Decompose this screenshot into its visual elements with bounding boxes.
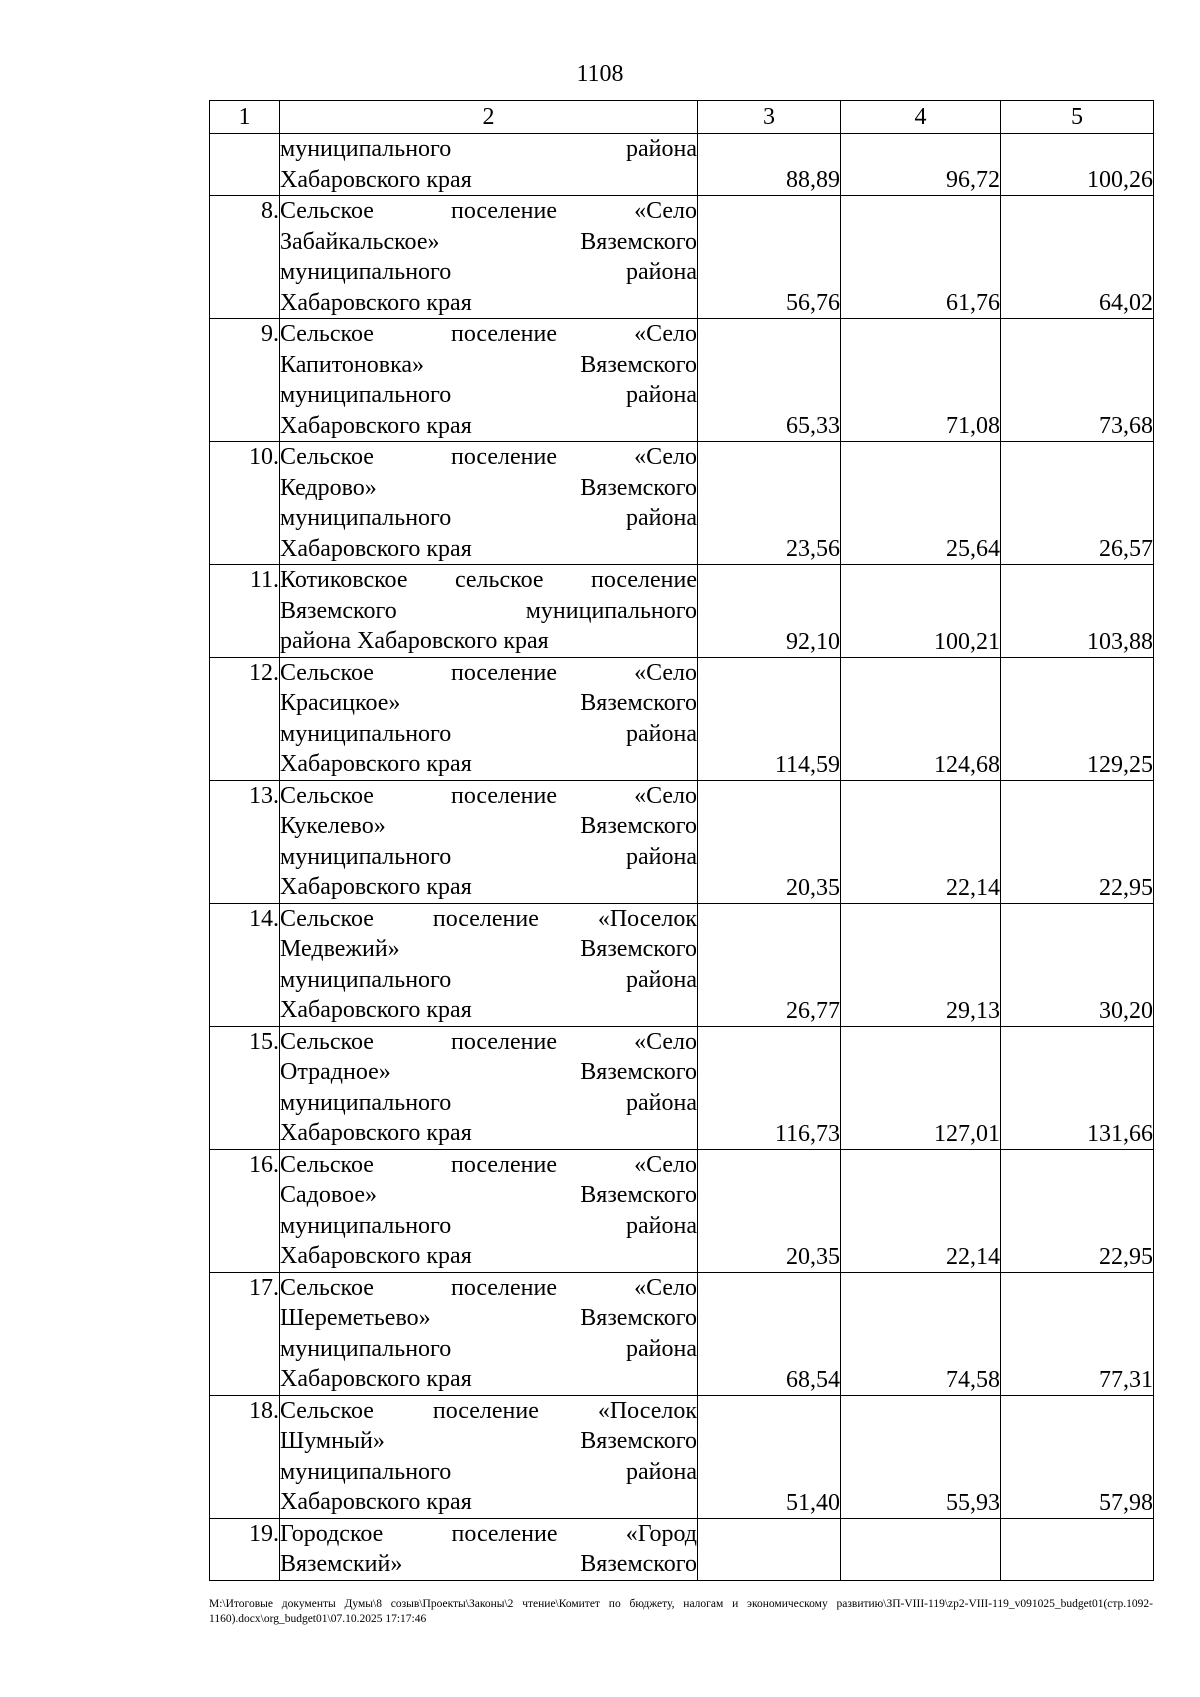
name-word: района bbox=[626, 966, 697, 993]
name-word: «Село bbox=[634, 1274, 697, 1301]
settlement-name-line bbox=[280, 134, 697, 165]
name-word: района bbox=[626, 1089, 697, 1116]
value-col-3: 68,54 bbox=[698, 1272, 841, 1395]
value-col-5: 103,88 bbox=[1001, 565, 1154, 658]
name-word: Хабаровского края bbox=[280, 751, 472, 777]
table-row bbox=[210, 657, 1154, 780]
table-row bbox=[210, 1272, 1154, 1395]
row-number: 10. bbox=[210, 442, 280, 565]
name-word: Сельское bbox=[280, 1151, 374, 1178]
row-number: 13. bbox=[210, 780, 280, 903]
name-word: Вяземского bbox=[580, 1059, 697, 1085]
table-row bbox=[210, 903, 1154, 1026]
settlement-name-line bbox=[280, 1396, 697, 1427]
row-number: 12. bbox=[210, 657, 280, 780]
settlement-name-line bbox=[280, 1273, 697, 1304]
value-col-4: 74,58 bbox=[841, 1272, 1001, 1395]
name-word: муниципального bbox=[280, 136, 452, 162]
row-number: 17. bbox=[210, 1272, 280, 1395]
settlement-name-line bbox=[280, 442, 697, 473]
settlement-name-line bbox=[280, 872, 697, 903]
name-word: Сельское bbox=[280, 659, 374, 686]
settlement-name bbox=[280, 657, 698, 780]
table-row bbox=[210, 196, 1154, 319]
table-row bbox=[210, 1026, 1154, 1149]
name-word: Вяземского bbox=[580, 1428, 697, 1454]
row-number: 15. bbox=[210, 1026, 280, 1149]
settlement-name-line bbox=[280, 1150, 697, 1181]
name-word: Хабаровского края bbox=[280, 412, 472, 439]
name-word: Хабаровского края bbox=[280, 1366, 472, 1392]
row-number: 16. bbox=[210, 1149, 280, 1272]
name-word: Медвежий» bbox=[280, 936, 400, 962]
settlement-name bbox=[280, 1395, 698, 1518]
table-row bbox=[210, 780, 1154, 903]
settlement-name bbox=[280, 1026, 698, 1149]
name-word: Вяземский» bbox=[280, 1551, 403, 1577]
name-word: Хабаровского края bbox=[280, 535, 472, 562]
value-col-4: 22,14 bbox=[841, 780, 1001, 903]
row-number: 18. bbox=[210, 1395, 280, 1518]
name-word: поселение bbox=[432, 1397, 539, 1424]
settlement-name-line bbox=[280, 380, 697, 411]
settlement-name-line bbox=[280, 904, 697, 935]
name-word: поселение bbox=[451, 1520, 558, 1547]
name-word: Сельское bbox=[280, 321, 374, 347]
value-col-3: 56,76 bbox=[698, 196, 841, 319]
settlement-name-line bbox=[280, 565, 697, 596]
name-word: Сельское bbox=[280, 444, 374, 470]
name-word: «Село bbox=[634, 659, 697, 686]
settlement-name-line bbox=[280, 473, 697, 504]
settlement-name-line bbox=[280, 534, 697, 565]
value-col-4: 29,13 bbox=[841, 903, 1001, 1026]
value-col-5: 22,95 bbox=[1001, 780, 1154, 903]
table-row bbox=[210, 1518, 1154, 1580]
row-number: 11. bbox=[210, 565, 280, 658]
table-row bbox=[210, 134, 1154, 196]
name-word: «Село bbox=[634, 198, 697, 224]
name-word: поселение bbox=[450, 321, 557, 347]
value-col-5: 77,31 bbox=[1001, 1272, 1154, 1395]
settlement-name-line bbox=[280, 1457, 697, 1488]
name-word: района bbox=[626, 382, 697, 408]
settlement-name-line bbox=[280, 1426, 697, 1457]
settlement-name-line bbox=[280, 1088, 697, 1119]
name-word: района bbox=[626, 1458, 697, 1485]
table-row bbox=[210, 565, 1154, 658]
name-word: Садовое» bbox=[280, 1182, 377, 1208]
row-number: 19. bbox=[210, 1518, 280, 1580]
row-number: 9. bbox=[210, 319, 280, 442]
name-word: поселение bbox=[590, 567, 697, 593]
settlement-name-line bbox=[280, 1334, 697, 1365]
settlement-name bbox=[280, 1149, 698, 1272]
settlement-name-line bbox=[280, 596, 697, 627]
name-word: поселение bbox=[450, 782, 557, 809]
name-word: Хабаровского края bbox=[280, 289, 472, 316]
name-word: муниципального bbox=[280, 1212, 452, 1239]
value-col-4: 22,14 bbox=[841, 1149, 1001, 1272]
value-col-5: 64,02 bbox=[1001, 196, 1154, 319]
settlement-name-line bbox=[280, 411, 697, 442]
name-word: муниципального bbox=[280, 382, 452, 408]
name-word: Шумный» bbox=[280, 1428, 385, 1454]
name-word: района Хабаровского края bbox=[280, 628, 549, 654]
name-word: поселение bbox=[450, 198, 557, 224]
settlement-name-line bbox=[280, 196, 697, 227]
value-col-3: 88,89 bbox=[698, 134, 841, 196]
name-word: Сельское bbox=[280, 782, 374, 809]
name-word: поселение bbox=[450, 1028, 557, 1055]
settlement-name-line bbox=[280, 811, 697, 842]
settlement-name-line bbox=[280, 1180, 697, 1211]
settlement-name-line bbox=[280, 842, 697, 873]
name-word: муниципального bbox=[280, 1335, 452, 1362]
name-word: поселение bbox=[450, 659, 557, 686]
name-word: района bbox=[626, 843, 697, 870]
budget-table bbox=[209, 100, 1154, 1581]
name-word: Вяземского bbox=[580, 690, 697, 716]
value-col-3 bbox=[698, 1518, 841, 1580]
settlement-name-line bbox=[280, 626, 697, 657]
settlement-name bbox=[280, 780, 698, 903]
value-col-4: 25,64 bbox=[841, 442, 1001, 565]
name-word: Вяземского bbox=[580, 1305, 697, 1331]
settlement-name-line bbox=[280, 350, 697, 381]
settlement-name-line bbox=[280, 719, 697, 750]
table-row bbox=[210, 1149, 1154, 1272]
value-col-4: 61,76 bbox=[841, 196, 1001, 319]
name-word: муниципального bbox=[525, 597, 697, 624]
name-word: «Поселок bbox=[597, 905, 697, 932]
value-col-3: 65,33 bbox=[698, 319, 841, 442]
name-word: Сельское bbox=[280, 1397, 374, 1424]
header-col-5: 5 bbox=[1001, 101, 1154, 134]
name-word: «Поселок bbox=[597, 1397, 697, 1424]
settlement-name-line bbox=[280, 288, 697, 319]
value-col-3: 92,10 bbox=[698, 565, 841, 658]
header-col-3: 3 bbox=[698, 101, 841, 134]
name-word: Сельское bbox=[280, 1274, 374, 1301]
value-col-4: 124,68 bbox=[841, 657, 1001, 780]
value-col-4: 100,21 bbox=[841, 565, 1001, 658]
settlement-name-line bbox=[280, 319, 697, 350]
row-number: 8. bbox=[210, 196, 280, 319]
settlement-name bbox=[280, 903, 698, 1026]
name-word: «Село bbox=[634, 782, 697, 809]
value-col-3: 23,56 bbox=[698, 442, 841, 565]
settlement-name-line bbox=[280, 749, 697, 780]
name-word: Кедрово» bbox=[280, 474, 377, 501]
header-col-4: 4 bbox=[841, 101, 1001, 134]
name-word: Хабаровского края bbox=[280, 1120, 472, 1146]
settlement-name-line bbox=[280, 934, 697, 965]
settlement-name bbox=[280, 196, 698, 319]
name-word: «Село bbox=[634, 444, 697, 470]
name-word: Хабаровского края bbox=[280, 874, 472, 900]
settlement-name bbox=[280, 134, 698, 196]
settlement-name-line bbox=[280, 1211, 697, 1242]
name-word: муниципального bbox=[280, 966, 452, 993]
settlement-name-line bbox=[280, 995, 697, 1026]
table-row bbox=[210, 1395, 1154, 1518]
page-number: 1108 bbox=[576, 61, 624, 87]
table-row bbox=[210, 319, 1154, 442]
settlement-name-line bbox=[280, 965, 697, 996]
settlement-name-line bbox=[280, 1241, 697, 1272]
name-word: Вяземского bbox=[580, 813, 697, 839]
name-word: Вяземского bbox=[580, 1551, 697, 1577]
value-col-5: 22,95 bbox=[1001, 1149, 1154, 1272]
value-col-5: 131,66 bbox=[1001, 1026, 1154, 1149]
name-word: Вяземского bbox=[580, 1182, 697, 1208]
name-word: Вяземского bbox=[580, 474, 697, 501]
settlement-name-line bbox=[280, 1303, 697, 1334]
name-word: района bbox=[626, 136, 697, 162]
value-col-3: 20,35 bbox=[698, 780, 841, 903]
value-col-3: 114,59 bbox=[698, 657, 841, 780]
value-col-3: 20,35 bbox=[698, 1149, 841, 1272]
settlement-name-line bbox=[280, 503, 697, 534]
name-word: Капитоновка» bbox=[280, 351, 425, 378]
value-col-5: 73,68 bbox=[1001, 319, 1154, 442]
name-word: «Село bbox=[634, 1028, 697, 1055]
file-path-footer: M:\Итоговые документы Думы\8 созыв\Проекты\Законы\2 чтение\Комитет по бюджету, налогам и экономическому развитию\ЗП-VIII-119\zp2-VIII-119_v091025_budget01(стр.1092-1160).docx\org_budget01\07.10.2025 17:17:46 bbox=[209, 1598, 1153, 1625]
name-word: района bbox=[626, 259, 697, 285]
name-word: поселение bbox=[450, 1274, 557, 1301]
value-col-4 bbox=[841, 1518, 1001, 1580]
name-word: Кукелево» bbox=[280, 813, 386, 839]
settlement-name-line bbox=[280, 1487, 697, 1518]
name-word: Вяземского bbox=[280, 597, 397, 624]
settlement-name-line bbox=[280, 688, 697, 719]
settlement-name-line bbox=[280, 1057, 697, 1088]
name-word: Забайкальское» bbox=[280, 228, 440, 255]
value-col-5: 30,20 bbox=[1001, 903, 1154, 1026]
settlement-name-line bbox=[280, 227, 697, 258]
value-col-4: 96,72 bbox=[841, 134, 1001, 196]
value-col-5: 100,26 bbox=[1001, 134, 1154, 196]
name-word: Хабаровского края bbox=[280, 166, 472, 193]
name-word: Красицкое» bbox=[280, 690, 401, 716]
name-word: Шереметьево» bbox=[280, 1305, 431, 1331]
name-word: Хабаровского края bbox=[280, 997, 472, 1023]
name-word: поселение bbox=[432, 905, 539, 932]
name-word: сельское bbox=[454, 567, 544, 593]
name-word: Вяземского bbox=[580, 228, 697, 255]
name-word: района bbox=[626, 505, 697, 531]
value-col-4: 127,01 bbox=[841, 1026, 1001, 1149]
table-header-row bbox=[210, 101, 1154, 134]
name-word: Вяземского bbox=[580, 351, 697, 378]
table-row bbox=[210, 442, 1154, 565]
value-col-4: 55,93 bbox=[841, 1395, 1001, 1518]
settlement-name-line bbox=[280, 1118, 697, 1149]
name-word: «Село bbox=[634, 321, 697, 347]
name-word: района bbox=[626, 720, 697, 747]
name-word: муниципального bbox=[280, 843, 452, 870]
settlement-name-line bbox=[280, 257, 697, 288]
header-col-1: 1 bbox=[210, 101, 280, 134]
name-word: муниципального bbox=[280, 720, 452, 747]
settlement-name bbox=[280, 1518, 698, 1580]
name-word: Котиковское bbox=[280, 567, 408, 593]
value-col-3: 116,73 bbox=[698, 1026, 841, 1149]
settlement-name bbox=[280, 442, 698, 565]
settlement-name-line bbox=[280, 658, 697, 689]
settlement-name-line bbox=[280, 1549, 697, 1580]
settlement-name-line bbox=[280, 165, 697, 196]
settlement-name bbox=[280, 1272, 698, 1395]
settlement-name-line bbox=[280, 1519, 697, 1550]
value-col-4: 71,08 bbox=[841, 319, 1001, 442]
value-col-5: 57,98 bbox=[1001, 1395, 1154, 1518]
value-col-5 bbox=[1001, 1518, 1154, 1580]
settlement-name-line bbox=[280, 1364, 697, 1395]
name-word: муниципального bbox=[280, 259, 452, 285]
value-col-5: 129,25 bbox=[1001, 657, 1154, 780]
name-word: района bbox=[626, 1212, 697, 1239]
name-word: Отрадное» bbox=[280, 1059, 391, 1085]
settlement-name-line bbox=[280, 1027, 697, 1058]
name-word: поселение bbox=[450, 444, 557, 470]
settlement-name-line bbox=[280, 781, 697, 812]
name-word: Сельское bbox=[280, 1028, 374, 1055]
name-word: поселение bbox=[450, 1151, 557, 1178]
settlement-name bbox=[280, 319, 698, 442]
table-body bbox=[210, 134, 1154, 1581]
row-number bbox=[210, 134, 280, 196]
settlement-name bbox=[280, 565, 698, 658]
value-col-3: 26,77 bbox=[698, 903, 841, 1026]
value-col-3: 51,40 bbox=[698, 1395, 841, 1518]
row-number: 14. bbox=[210, 903, 280, 1026]
name-word: муниципального bbox=[280, 1089, 452, 1116]
name-word: муниципального bbox=[280, 505, 452, 531]
header-col-2: 2 bbox=[280, 101, 698, 134]
name-word: Сельское bbox=[280, 198, 374, 224]
name-word: «Село bbox=[634, 1151, 697, 1178]
name-word: Вяземского bbox=[580, 936, 697, 962]
value-col-5: 26,57 bbox=[1001, 442, 1154, 565]
name-word: Хабаровского края bbox=[280, 1489, 472, 1515]
name-word: Сельское bbox=[280, 905, 374, 932]
name-word: Хабаровского края bbox=[280, 1243, 472, 1269]
name-word: муниципального bbox=[280, 1458, 452, 1485]
name-word: района bbox=[626, 1335, 697, 1362]
name-word: Городское bbox=[280, 1520, 384, 1547]
name-word: «Город bbox=[625, 1520, 697, 1547]
